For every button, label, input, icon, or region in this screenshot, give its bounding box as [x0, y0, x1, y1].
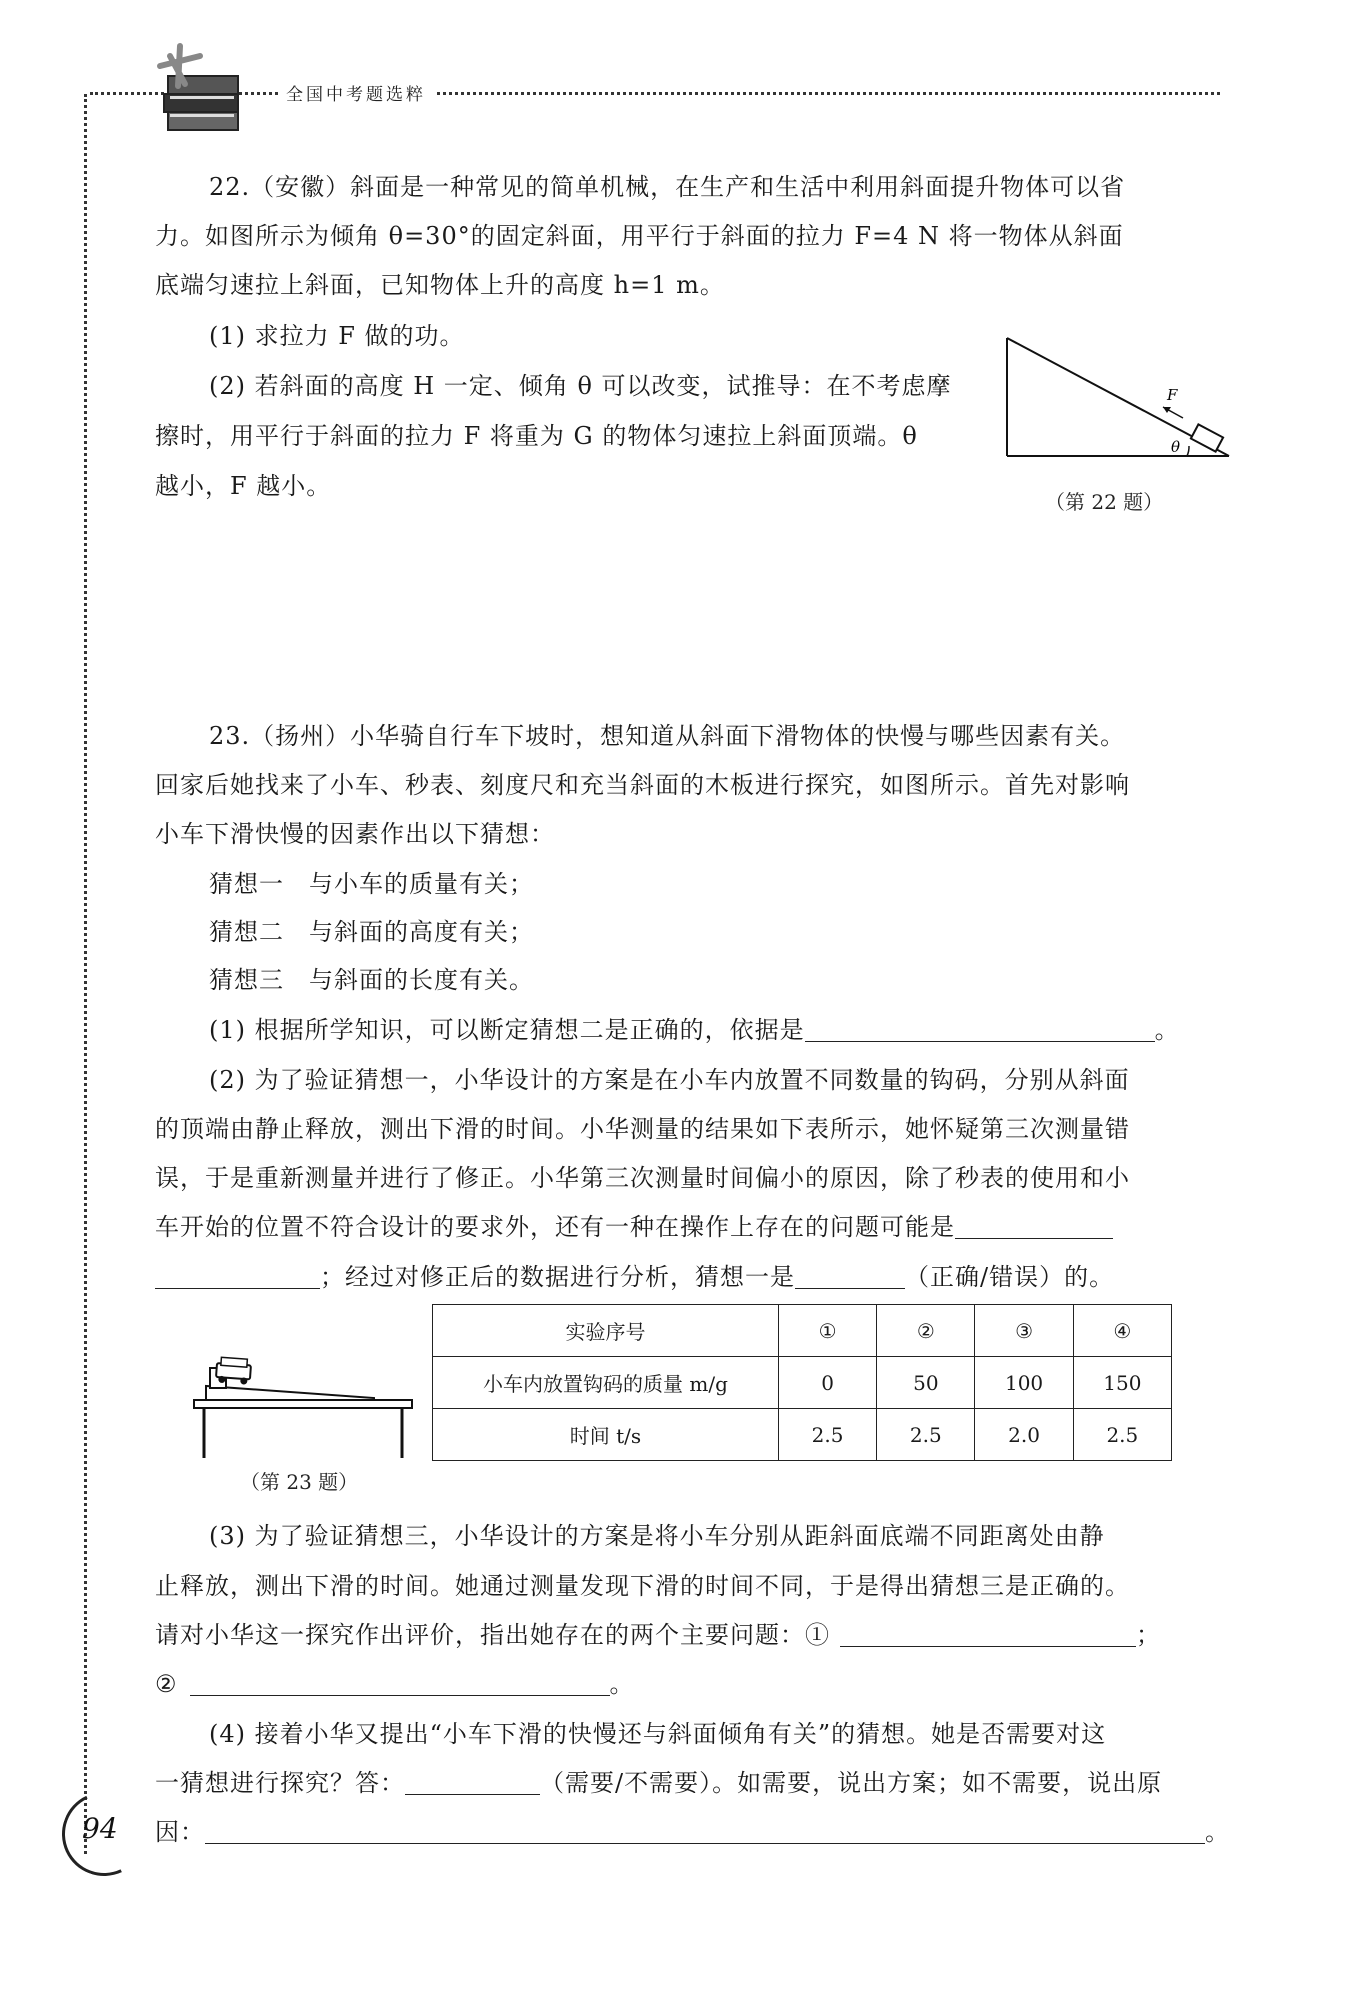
- q23-part-2-line-2: 的顶端由静止释放，测出下滑的时间。小华测量的结果如下表所示，她怀疑第三次测量错: [155, 1115, 1130, 1143]
- q22-line-3: 底端匀速拉上斜面，已知物体上升的高度 h=1 m。: [155, 271, 725, 299]
- book-logo-icon: [130, 36, 250, 146]
- answer-blank-4b[interactable]: [205, 1813, 1205, 1844]
- answer-blank-1[interactable]: [805, 1011, 1155, 1042]
- q23-part-2-line-3: 误，于是重新测量并进行了修正。小华第三次测量时间偏小的原因，除了秒表的使用和小: [155, 1164, 1130, 1192]
- q23-part-2-line-5: [155, 1253, 1114, 1301]
- table-header-cell: ④: [1073, 1305, 1171, 1357]
- q23-guess-1: 猜想一 与小车的质量有关；: [209, 870, 534, 898]
- table-row: [433, 1409, 1172, 1461]
- header-title: 全国中考题选粹: [278, 80, 434, 105]
- q23-part-4-line-2: [155, 1759, 1162, 1807]
- answer-blank-2c[interactable]: [795, 1258, 905, 1289]
- table-cell: 0: [778, 1357, 876, 1409]
- q23-part-3-line-3-text: 请对小华这一探究作出评价，指出她存在的两个主要问题：①: [155, 1621, 830, 1649]
- answer-blank-2b[interactable]: [155, 1258, 320, 1289]
- q23-part-4-line-2-text-a: 一猜想进行探究？答：: [155, 1769, 405, 1797]
- q23-line-3: 小车下滑快慢的因素作出以下猜想：: [155, 820, 555, 848]
- table-header-cell: 实验序号: [433, 1305, 779, 1357]
- q23-part-1-text: (1) 根据所学知识，可以断定猜想二是正确的，依据是: [209, 1016, 805, 1044]
- table-cell: 2.5: [877, 1409, 975, 1461]
- page-number: 94: [82, 1812, 118, 1845]
- q23-part-4-line-3: [155, 1808, 1230, 1856]
- table-header-cell: ③: [975, 1305, 1073, 1357]
- margin-dotted-line: [84, 94, 87, 1854]
- q23-part-2-line-5-text: ；经过对修正后的数据进行分析，猜想一是: [320, 1263, 795, 1291]
- q23-part-2-line-5-end: （正确/错误）的。: [905, 1263, 1115, 1291]
- q23-caption: （第 23 题）: [240, 1470, 359, 1494]
- answer-blank-3a[interactable]: [840, 1616, 1136, 1647]
- table-cell: 时间 t/s: [433, 1409, 779, 1461]
- answer-blank-3b[interactable]: [190, 1665, 610, 1696]
- answer-blank-4a[interactable]: [405, 1764, 540, 1795]
- table-header-cell: ②: [877, 1305, 975, 1357]
- table-cell: 50: [877, 1357, 975, 1409]
- q23-guess-3: 猜想三 与斜面的长度有关。: [209, 966, 534, 994]
- q23-part-2-line-1: (2) 为了验证猜想一，小华设计的方案是在小车内放置不同数量的钩码，分别从斜面: [209, 1066, 1130, 1094]
- table-cell: 150: [1073, 1357, 1171, 1409]
- q23-part-1: [209, 1006, 1180, 1054]
- measurement-table: [432, 1304, 1172, 1461]
- q23-part-3-line-1: (3) 为了验证猜想三，小华设计的方案是将小车分别从距斜面底端不同距离处由静: [209, 1522, 1105, 1550]
- q23-part-4-line-1: (4) 接着小华又提出“小车下滑的快慢还与斜面倾角有关”的猜想。她是否需要对这: [209, 1720, 1107, 1748]
- table-cell: 100: [975, 1357, 1073, 1409]
- incline-figure-22: [1005, 334, 1235, 464]
- q23-part-4-line-3-end: 。: [1205, 1818, 1230, 1846]
- q23-part-4-line-2-text-b: （需要/不需要）。如需要，说出方案；如不需要，说出原: [540, 1769, 1163, 1797]
- q23-part-3-line-3-end: ；: [1136, 1621, 1161, 1649]
- q23-part-4-line-3-text: 因：: [155, 1818, 205, 1846]
- q23-part-2-line-4-text: 车开始的位置不符合设计的要求外，还有一种在操作上存在的问题可能是: [155, 1213, 955, 1241]
- q23-part-3-line-4-end: 。: [609, 1670, 635, 1698]
- table-header-row: [433, 1305, 1172, 1357]
- q23-line-2: 回家后她找来了小车、秒表、刻度尺和充当斜面的木板进行探究，如图所示。首先对影响: [155, 771, 1130, 799]
- q23-part-3-line-2: 止释放，测出下滑的时间。她通过测量发现下滑的时间不同，于是得出猜想三是正确的。: [155, 1572, 1130, 1600]
- q22-line-1: 22.（安徽）斜面是一种常见的简单机械，在生产和生活中利用斜面提升物体可以省: [209, 173, 1126, 201]
- header-dotted-line: [90, 92, 1220, 95]
- q23-part-3-line-4: [155, 1660, 635, 1708]
- q23-line-1: 23.（扬州）小华骑自行车下坡时，想知道从斜面下滑物体的快慢与哪些因素有关。: [209, 722, 1126, 750]
- q22-part-1: (1) 求拉力 F 做的功。: [209, 322, 465, 350]
- q22-part-2-line-3: 越小，F 越小。: [155, 472, 332, 500]
- q23-part-3-line-3: [155, 1611, 1161, 1659]
- q22-part-2-line-1: (2) 若斜面的高度 H 一定、倾角 θ 可以改变，试推导：在不考虑摩: [209, 372, 952, 400]
- cart-ramp-figure-23: [190, 1340, 418, 1458]
- fig22-angle-label: θ: [1171, 438, 1181, 456]
- table-cell: 2.5: [1073, 1409, 1171, 1461]
- q23-part-2-line-4: [155, 1203, 1113, 1251]
- table-header-cell: ①: [778, 1305, 876, 1357]
- table-cell: 小车内放置钩码的质量 m/g: [433, 1357, 779, 1409]
- table-cell: 2.5: [778, 1409, 876, 1461]
- q23-part-3-line-4-text: ②: [155, 1670, 178, 1698]
- q22-caption: （第 22 题）: [1045, 490, 1164, 514]
- q23-part-1-end: 。: [1154, 1016, 1180, 1044]
- fig22-force-label: F: [1167, 386, 1178, 404]
- answer-blank-2a[interactable]: [955, 1208, 1113, 1239]
- q22-line-2: 力。如图所示为倾角 θ=30°的固定斜面，用平行于斜面的拉力 F=4 N 将一物体从斜面: [155, 222, 1124, 250]
- table-cell: 2.0: [975, 1409, 1073, 1461]
- q22-part-2-line-2: 擦时，用平行于斜面的拉力 F 将重为 G 的物体匀速拉上斜面顶端。θ: [155, 422, 918, 450]
- q23-guess-2: 猜想二 与斜面的高度有关；: [209, 918, 534, 946]
- table-row: [433, 1357, 1172, 1409]
